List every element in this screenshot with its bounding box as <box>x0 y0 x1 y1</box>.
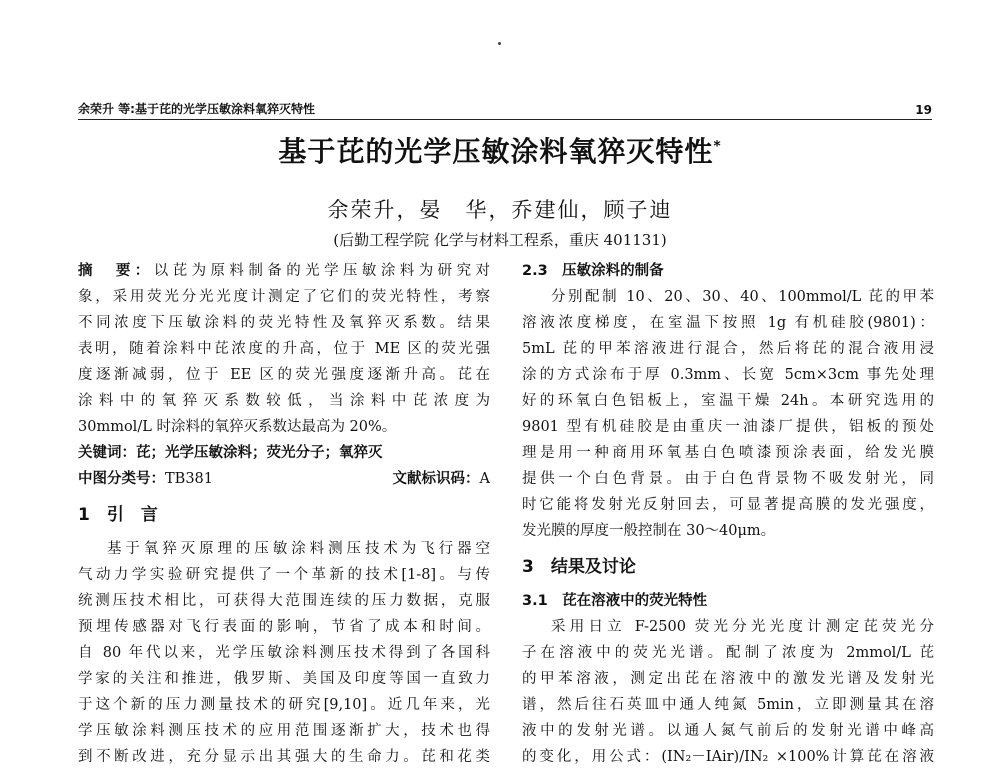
scan-speck <box>498 42 501 45</box>
text-line: 理是用一种商用环氧基白色喷漆预涂表面，给发光膜 <box>522 445 934 461</box>
paper-title <box>0 130 1000 170</box>
text-line: 的变化，用公式：(IN₂－IAir)/IN₂ ×100%计算芘在溶液 <box>522 749 934 765</box>
clc-label: 中图分类号： <box>78 471 165 487</box>
paper-title-text: 基于芘的光学压敏涂料氧猝灭特性 <box>278 135 714 168</box>
keywords <box>78 440 490 466</box>
text-line: 溶液浓度梯度，在室温下按照 1g 有机硅胶(9801)： <box>522 315 934 331</box>
abstract-line: 摘 要：以芘为原料制备的光学压敏涂料为研究对 <box>78 263 491 279</box>
abstract-line: 涂料中的氧猝灭系数较低，当涂料中芘浓度为 <box>78 393 490 409</box>
text-line: 学家的关注和推进，俄罗斯、美国及印度等国一直致力 <box>78 671 490 687</box>
intro-paragraph <box>78 536 490 770</box>
abstract-line: 度逐渐减弱，位于 EE 区的荧光强度逐渐升高。芘在 <box>78 367 490 383</box>
section-heading-results: 3 结果及讨论 <box>522 557 636 577</box>
running-head <box>78 97 932 120</box>
text-line: 5mL 芘的甲苯溶液进行混合，然后将芘的混合液用浸 <box>522 341 934 357</box>
left-column <box>78 258 490 770</box>
text-line: 涂的方式涂布于厚 0.3mm、长宽 5cm×3cm 事先处理 <box>522 367 934 383</box>
preparation-paragraph <box>522 284 934 544</box>
abstract-label: 摘 要： <box>78 263 154 279</box>
text-line: 到不断改进，充分显示出其强大的生命力。芘和花类 <box>78 749 490 765</box>
text-line: 时它能将发射光反射回去，可显著提高膜的发光强度， <box>522 497 934 513</box>
abstract-line: 30mmol/L 时涂料的氧猝灭系数达最高为 20%。 <box>78 419 397 435</box>
doc-code-label: 文献标识码： <box>392 471 480 487</box>
text-line: 9801 型有机硅胶是由重庆一油漆厂提供，铝板的预处 <box>522 419 934 435</box>
text-line: 好的环氧白色铝板上，室温干燥 24h。本研究选用的 <box>522 393 934 409</box>
page-number: 19 <box>915 103 932 117</box>
affiliation: (后勤工程学院 化学与材料工程系，重庆 401131) <box>333 231 667 249</box>
text-line: 于这个新的压力测量技术的研究[9,10]。近几年来，光 <box>78 697 490 713</box>
text-line: 的甲苯溶液，测定出芘在溶液中的激发光谱及发射光 <box>522 671 934 687</box>
running-head-title: 余荣升 等:基于芘的光学压敏涂料氧猝灭特性 <box>78 102 315 116</box>
abstract <box>78 258 490 440</box>
text-line: 提供一个白色背景。由于白色背景物不吸发射光，同 <box>522 471 934 487</box>
text-line: 预埋传感器对飞行表面的影响，节省了成本和时间。 <box>78 619 490 635</box>
abstract-line: 象，采用荧光分光光度计测定了它们的荧光特性，考察 <box>78 289 490 305</box>
doc-code-value: A <box>479 471 490 487</box>
classification-row <box>78 466 490 492</box>
text-line: 统测压技术相比，可获得大范围连续的压力数据，克服 <box>78 593 490 609</box>
clc-value: TB381 <box>165 471 214 487</box>
section-heading-2-3: 2.3 压敏涂料的制备 <box>522 263 664 279</box>
keywords-text: 芘；光学压敏涂料；荧光分子；氧猝灭 <box>136 445 383 461</box>
section-heading-3-1: 3.1 芘在溶液中的荧光特性 <box>522 593 708 609</box>
abstract-line: 不同浓度下压敏涂料的荧光特性及氧猝灭系数。结果 <box>78 315 490 331</box>
text-line: 学压敏涂料测压技术的应用范围逐渐扩大，技术也得 <box>78 723 490 739</box>
text-line: 基于氧猝灭原理的压敏涂料测压技术为飞行器空 <box>107 541 490 557</box>
text-line: 液中的发射光谱。以通人氮气前后的发射光谱中峰高 <box>522 723 934 739</box>
section-heading-intro: 1 引 言 <box>78 505 158 525</box>
results-paragraph <box>522 614 934 770</box>
text-line: 分别配制 10、20、30、40、100mmol/L 芘的甲苯 <box>551 289 934 305</box>
text-line: 谱，然后往石英皿中通人纯氮 5min，立即测量其在溶 <box>522 697 934 713</box>
text-line: 子在溶液中的荧光光谱。配制了浓度为 2mmol/L 芘 <box>522 645 934 661</box>
abstract-line: 表明，随着涂料中芘浓度的升高，位于 ME 区的荧光强 <box>78 341 490 357</box>
text-line: 气动力学实验研究提供了一个革新的技术[1-8]。与传 <box>78 567 490 583</box>
keywords-label: 关键词： <box>78 445 136 461</box>
text-line: 采用日立 F-2500 荧光分光光度计测定芘荧光分 <box>551 619 934 635</box>
text-line: 发光膜的厚度一般控制在 30～40μm。 <box>522 523 776 539</box>
authors: 余荣升，晏 华，乔建仙，顾子迪 <box>327 198 673 222</box>
text-line: 自 80 年代以来，光学压敏涂料测压技术得到了各国科 <box>78 645 490 661</box>
right-column <box>522 258 934 770</box>
title-footnote-mark: * <box>713 138 722 155</box>
